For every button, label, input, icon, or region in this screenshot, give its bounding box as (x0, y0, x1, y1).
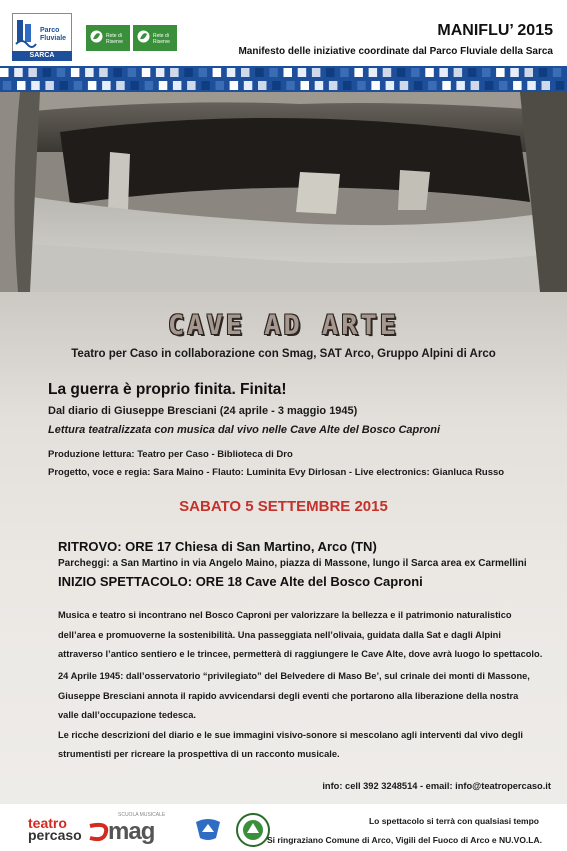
logo-tpc-line1: teatro (28, 815, 67, 831)
paragraph-line: attraverso l’antico sentiero e le trincee, permetterà di raggiungere le Cave Alte, dove avrà luogo lo spettacolo. (58, 649, 543, 659)
footer (0, 804, 567, 851)
reading-line: Lettura teatralizzata con musica dal vivo nelle Cave Alte del Bosco Caproni (48, 424, 441, 436)
parco-fluviale-logo (12, 13, 70, 59)
project-line: Progetto, voce e regia: Sara Maino - Flauto: Luminita Evy Dirlosan - Live electronics: Gianluca Russo (48, 467, 505, 478)
description-paragraph-1 (58, 606, 548, 665)
parking-info: Parcheggi: a San Martino in via Angelo Maino, piazza di Massone, lungo il Sarca area ex Carmellini (58, 558, 527, 569)
logo-text-line1: Parco (40, 27, 60, 34)
paragraph-line: Giuseppe Bresciani annota il rapido avvicendarsi degli eventi che portarono alla liberazione della nostra (58, 690, 519, 701)
event-title: CAVE AD ARTE (167, 310, 400, 341)
collaboration-line: Teatro per Caso in collaborazione con Smag, SAT Arco, Gruppo Alpini di Arco (71, 348, 496, 360)
thanks-note: Si ringraziano Comune di Arco, Vigili del Fuoco di Arco e NU.VO.LA. (266, 835, 542, 845)
logo-text-line2: Fluviale (40, 35, 67, 42)
rete-riserve-logo-2: Rete di Riserve (133, 25, 177, 51)
production-line: Produzione lettura: Teatro per Caso - Biblioteca di Dro (48, 449, 293, 460)
contact-info: info: cell 392 3248514 - email: info@teatropercaso.it (322, 781, 551, 791)
meeting-point: RITROVO: ORE 17 Chiesa di San Martino, Arco (TN) (58, 539, 377, 554)
paragraph-line: strumentisti per ricreare la prospettiva di un racconto musicale. (58, 749, 340, 759)
paragraph-line: dell’area e promuoverne la sostenibilità. Una passeggiata nell’olivaia, guidata dalla Sat e dagli Alpini (58, 629, 501, 640)
poster-title: MANIFLU’ 2015 (437, 22, 553, 39)
smag-logo (88, 812, 183, 845)
decorative-band (0, 66, 567, 92)
show-start: INIZIO SPETTACOLO: ORE 18 Cave Alte del Bosco Caproni (58, 574, 423, 589)
teatro-per-caso-logo (28, 817, 82, 841)
cai-logo-icon (194, 816, 222, 842)
cave-photo (0, 92, 567, 292)
paragraph-line: Le ricche descrizioni del diario e le sue immagini visivo-sonore si mescolano agli interventi dal vivo degli (58, 729, 523, 740)
paragraph-line: Musica e teatro si incontrano nel Bosco Caproni per valorizzare la bellezza e il patrimonio naturalistico (58, 610, 512, 620)
header (0, 0, 567, 66)
poster-subtitle: Manifesto delle iniziative coordinate dal Parco Fluviale della Sarca (238, 46, 553, 57)
show-headline: La guerra è proprio finita. Finita! (48, 381, 287, 398)
diary-line: Dal diario di Giuseppe Bresciani (24 aprile - 3 maggio 1945) (48, 405, 358, 417)
logo-label: SARCA (12, 51, 72, 61)
leaf-icon (89, 29, 104, 44)
weather-note: Lo spettacolo si terrà con qualsiasi tempo (368, 816, 539, 826)
paragraph-line: valle dall’occupazione tedesca. (58, 710, 196, 720)
paragraph-line: 24 Aprile 1945: dall’osservatorio “privilegiato” del Belvedere di Maso Be’, sul crinale dei monti di Massone, (58, 671, 530, 681)
alpini-badge-icon (236, 813, 270, 847)
rete-riserve-logo-1: Rete di Riserve (86, 25, 130, 51)
description-paragraph-2 (58, 667, 548, 765)
smag-wordmark: mag (108, 818, 155, 845)
smag-small-label: SCUOLA MUSICALE (118, 812, 166, 818)
river-emblem-icon (15, 16, 37, 48)
event-date: SABATO 5 SETTEMBRE 2015 (179, 498, 388, 515)
logo-tpc-line2: percaso (28, 827, 82, 843)
smag-mark-icon (88, 822, 110, 842)
leaf-icon (136, 29, 151, 44)
